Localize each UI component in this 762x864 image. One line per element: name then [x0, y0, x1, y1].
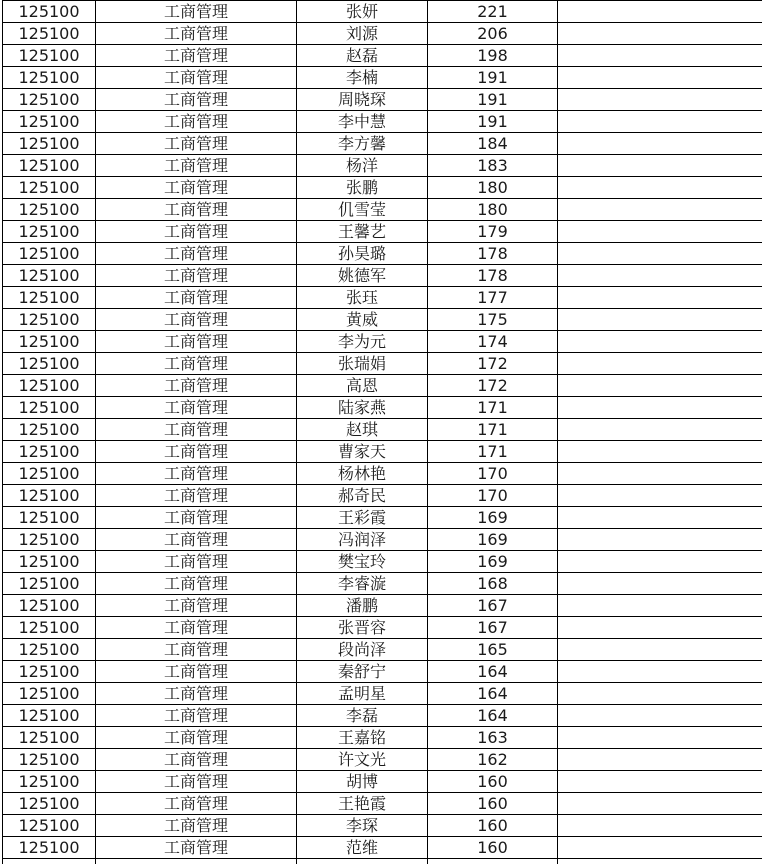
remark-cell [558, 441, 762, 463]
score-cell: 171 [428, 419, 558, 441]
table-row [3, 573, 762, 595]
table-row [3, 67, 762, 89]
score-cell: 180 [428, 199, 558, 221]
student-name-cell: 王彩霞 [297, 507, 428, 529]
student-name-cell: 黄威 [297, 309, 428, 331]
student-name-cell: 杨洋 [297, 155, 428, 177]
student-name-cell: 张珏 [297, 287, 428, 309]
student-name-cell: 许文光 [297, 749, 428, 771]
program-code-cell: 125100 [3, 749, 96, 771]
table-row [3, 727, 762, 749]
program-code-cell: 125100 [3, 287, 96, 309]
remark-cell [558, 727, 762, 749]
remark-cell [558, 551, 762, 573]
remark-cell [558, 463, 762, 485]
major-cell: 工商管理 [96, 199, 297, 221]
remark-cell [558, 749, 762, 771]
major-cell: 工商管理 [96, 287, 297, 309]
major-cell: 工商管理 [96, 551, 297, 573]
major-cell: 工商管理 [96, 617, 297, 639]
program-code-cell: 125100 [3, 397, 96, 419]
table-row [3, 375, 762, 397]
major-cell: 工商管理 [96, 419, 297, 441]
major-cell: 工商管理 [96, 309, 297, 331]
remark-cell [558, 419, 762, 441]
major-cell: 工商管理 [96, 683, 297, 705]
score-cell: 191 [428, 67, 558, 89]
remark-cell [558, 199, 762, 221]
student-name-cell: 张妍 [297, 1, 428, 23]
student-name-cell: 高恩 [297, 375, 428, 397]
remark-cell [558, 375, 762, 397]
table-row [3, 551, 762, 573]
major-cell: 工商管理 [96, 661, 297, 683]
major-cell [96, 859, 297, 864]
program-code-cell: 125100 [3, 419, 96, 441]
score-cell: 178 [428, 265, 558, 287]
table-row [3, 221, 762, 243]
major-cell: 工商管理 [96, 463, 297, 485]
student-name-cell: 孟明星 [297, 683, 428, 705]
student-name-cell: 姚德军 [297, 265, 428, 287]
score-cell: 179 [428, 221, 558, 243]
remark-cell [558, 661, 762, 683]
remark-cell [558, 287, 762, 309]
score-cell: 167 [428, 595, 558, 617]
score-cell: 160 [428, 793, 558, 815]
program-code-cell: 125100 [3, 331, 96, 353]
remark-cell [558, 771, 762, 793]
program-code-cell: 125100 [3, 529, 96, 551]
remark-cell [558, 353, 762, 375]
student-name-cell: 曹家天 [297, 441, 428, 463]
program-code-cell: 125100 [3, 177, 96, 199]
student-name-cell: 冯润泽 [297, 529, 428, 551]
program-code-cell: 125100 [3, 463, 96, 485]
major-cell: 工商管理 [96, 221, 297, 243]
student-name-cell: 张鹏 [297, 177, 428, 199]
table-row [3, 771, 762, 793]
major-cell: 工商管理 [96, 507, 297, 529]
table-row [3, 507, 762, 529]
score-cell: 167 [428, 617, 558, 639]
table-row [3, 793, 762, 815]
student-name-cell: 樊宝玲 [297, 551, 428, 573]
student-name-cell: 张瑞娟 [297, 353, 428, 375]
score-cell: 177 [428, 287, 558, 309]
major-cell: 工商管理 [96, 705, 297, 727]
remark-cell [558, 243, 762, 265]
remark-cell [558, 639, 762, 661]
remark-cell [558, 595, 762, 617]
student-name-cell: 赵磊 [297, 45, 428, 67]
program-code-cell: 125100 [3, 507, 96, 529]
score-cell: 168 [428, 573, 558, 595]
remark-cell [558, 485, 762, 507]
program-code-cell [3, 859, 96, 864]
program-code-cell: 125100 [3, 199, 96, 221]
score-cell [428, 859, 558, 864]
table-row [3, 661, 762, 683]
table-row [3, 45, 762, 67]
major-cell: 工商管理 [96, 595, 297, 617]
major-cell: 工商管理 [96, 529, 297, 551]
program-code-cell: 125100 [3, 595, 96, 617]
score-cell: 183 [428, 155, 558, 177]
student-name-cell: 胡博 [297, 771, 428, 793]
major-cell: 工商管理 [96, 243, 297, 265]
student-name-cell: 潘鹏 [297, 595, 428, 617]
program-code-cell: 125100 [3, 243, 96, 265]
table-row [3, 441, 762, 463]
remark-cell [558, 507, 762, 529]
remark-cell [558, 397, 762, 419]
remark-cell [558, 133, 762, 155]
student-name-cell: 李琛 [297, 815, 428, 837]
score-cell: 172 [428, 375, 558, 397]
major-cell: 工商管理 [96, 45, 297, 67]
student-name-cell: 秦舒宁 [297, 661, 428, 683]
table-row [3, 485, 762, 507]
table-row [3, 837, 762, 859]
table-body [3, 1, 762, 864]
table-row [3, 265, 762, 287]
major-cell: 工商管理 [96, 793, 297, 815]
major-cell: 工商管理 [96, 89, 297, 111]
table-row [3, 639, 762, 661]
major-cell: 工商管理 [96, 133, 297, 155]
program-code-cell: 125100 [3, 551, 96, 573]
score-cell: 164 [428, 661, 558, 683]
score-cell: 160 [428, 837, 558, 859]
table-row [3, 617, 762, 639]
remark-cell [558, 837, 762, 859]
table-row [3, 243, 762, 265]
table-row [3, 749, 762, 771]
student-name-cell: 刘源 [297, 23, 428, 45]
student-name-cell: 李楠 [297, 67, 428, 89]
program-code-cell: 125100 [3, 133, 96, 155]
program-code-cell: 125100 [3, 265, 96, 287]
major-cell: 工商管理 [96, 353, 297, 375]
remark-cell [558, 1, 762, 23]
program-code-cell: 125100 [3, 441, 96, 463]
student-name-cell: 杨林艳 [297, 463, 428, 485]
program-code-cell: 125100 [3, 573, 96, 595]
student-name-cell: 李中慧 [297, 111, 428, 133]
score-cell: 180 [428, 177, 558, 199]
student-name-cell [297, 859, 428, 864]
program-code-cell: 125100 [3, 45, 96, 67]
score-cell: 206 [428, 23, 558, 45]
remark-cell [558, 265, 762, 287]
student-name-cell: 周晓琛 [297, 89, 428, 111]
remark-cell [558, 177, 762, 199]
table-row [3, 595, 762, 617]
student-name-cell: 李方馨 [297, 133, 428, 155]
major-cell: 工商管理 [96, 485, 297, 507]
remark-cell [558, 529, 762, 551]
student-name-cell: 孙昊璐 [297, 243, 428, 265]
program-code-cell: 125100 [3, 155, 96, 177]
table-row [3, 199, 762, 221]
table-row [3, 705, 762, 727]
remark-cell [558, 793, 762, 815]
score-cell: 191 [428, 111, 558, 133]
score-cell: 221 [428, 1, 558, 23]
score-cell: 178 [428, 243, 558, 265]
table-row [3, 155, 762, 177]
major-cell: 工商管理 [96, 441, 297, 463]
remark-cell [558, 331, 762, 353]
remark-cell [558, 815, 762, 837]
major-cell: 工商管理 [96, 639, 297, 661]
score-cell: 162 [428, 749, 558, 771]
score-cell: 170 [428, 463, 558, 485]
major-cell: 工商管理 [96, 331, 297, 353]
program-code-cell: 125100 [3, 23, 96, 45]
student-name-cell: 李磊 [297, 705, 428, 727]
program-code-cell: 125100 [3, 353, 96, 375]
score-cell: 160 [428, 771, 558, 793]
score-cell: 165 [428, 639, 558, 661]
score-cell: 184 [428, 133, 558, 155]
table-row [3, 309, 762, 331]
program-code-cell: 125100 [3, 837, 96, 859]
table-row [3, 397, 762, 419]
program-code-cell: 125100 [3, 705, 96, 727]
table-row [3, 353, 762, 375]
major-cell: 工商管理 [96, 815, 297, 837]
score-cell: 172 [428, 353, 558, 375]
score-table [2, 0, 762, 864]
score-cell: 198 [428, 45, 558, 67]
student-name-cell: 仉雪莹 [297, 199, 428, 221]
remark-cell [558, 573, 762, 595]
table-row [3, 683, 762, 705]
major-cell: 工商管理 [96, 111, 297, 133]
program-code-cell: 125100 [3, 727, 96, 749]
remark-cell [558, 705, 762, 727]
student-name-cell: 张晋容 [297, 617, 428, 639]
program-code-cell: 125100 [3, 485, 96, 507]
remark-cell [558, 155, 762, 177]
score-cell: 191 [428, 89, 558, 111]
score-cell: 171 [428, 441, 558, 463]
score-cell: 163 [428, 727, 558, 749]
table-row [3, 529, 762, 551]
score-cell: 164 [428, 705, 558, 727]
remark-cell [558, 683, 762, 705]
table-row [3, 89, 762, 111]
table-row [3, 331, 762, 353]
score-cell: 171 [428, 397, 558, 419]
score-cell: 174 [428, 331, 558, 353]
student-name-cell: 王艳霞 [297, 793, 428, 815]
student-name-cell: 陆家燕 [297, 397, 428, 419]
score-cell: 164 [428, 683, 558, 705]
table-row-partial [3, 859, 762, 864]
program-code-cell: 125100 [3, 815, 96, 837]
major-cell: 工商管理 [96, 265, 297, 287]
table-row [3, 463, 762, 485]
student-name-cell: 李为元 [297, 331, 428, 353]
program-code-cell: 125100 [3, 309, 96, 331]
student-name-cell: 李睿漩 [297, 573, 428, 595]
score-cell: 170 [428, 485, 558, 507]
remark-cell [558, 67, 762, 89]
student-name-cell: 王馨艺 [297, 221, 428, 243]
program-code-cell: 125100 [3, 375, 96, 397]
program-code-cell: 125100 [3, 89, 96, 111]
score-cell: 175 [428, 309, 558, 331]
table-row [3, 23, 762, 45]
table-row [3, 133, 762, 155]
table-row [3, 177, 762, 199]
remark-cell [558, 617, 762, 639]
remark-cell [558, 89, 762, 111]
remark-cell [558, 111, 762, 133]
program-code-cell: 125100 [3, 617, 96, 639]
score-cell: 169 [428, 551, 558, 573]
program-code-cell: 125100 [3, 793, 96, 815]
program-code-cell: 125100 [3, 67, 96, 89]
major-cell: 工商管理 [96, 177, 297, 199]
remark-cell [558, 309, 762, 331]
student-name-cell: 赵琪 [297, 419, 428, 441]
table-row [3, 815, 762, 837]
major-cell: 工商管理 [96, 23, 297, 45]
program-code-cell: 125100 [3, 771, 96, 793]
program-code-cell: 125100 [3, 661, 96, 683]
remark-cell [558, 859, 762, 864]
major-cell: 工商管理 [96, 397, 297, 419]
major-cell: 工商管理 [96, 375, 297, 397]
table-row [3, 287, 762, 309]
program-code-cell: 125100 [3, 221, 96, 243]
major-cell: 工商管理 [96, 155, 297, 177]
table-row [3, 419, 762, 441]
table-row [3, 111, 762, 133]
major-cell: 工商管理 [96, 1, 297, 23]
student-name-cell: 郝奇民 [297, 485, 428, 507]
major-cell: 工商管理 [96, 837, 297, 859]
score-cell: 169 [428, 529, 558, 551]
major-cell: 工商管理 [96, 749, 297, 771]
program-code-cell: 125100 [3, 639, 96, 661]
program-code-cell: 125100 [3, 1, 96, 23]
student-name-cell: 王嘉铭 [297, 727, 428, 749]
program-code-cell: 125100 [3, 683, 96, 705]
major-cell: 工商管理 [96, 771, 297, 793]
major-cell: 工商管理 [96, 727, 297, 749]
score-cell: 169 [428, 507, 558, 529]
table-row [3, 1, 762, 23]
score-cell: 160 [428, 815, 558, 837]
major-cell: 工商管理 [96, 573, 297, 595]
major-cell: 工商管理 [96, 67, 297, 89]
remark-cell [558, 221, 762, 243]
remark-cell [558, 23, 762, 45]
student-name-cell: 范维 [297, 837, 428, 859]
program-code-cell: 125100 [3, 111, 96, 133]
student-name-cell: 段尚泽 [297, 639, 428, 661]
remark-cell [558, 45, 762, 67]
